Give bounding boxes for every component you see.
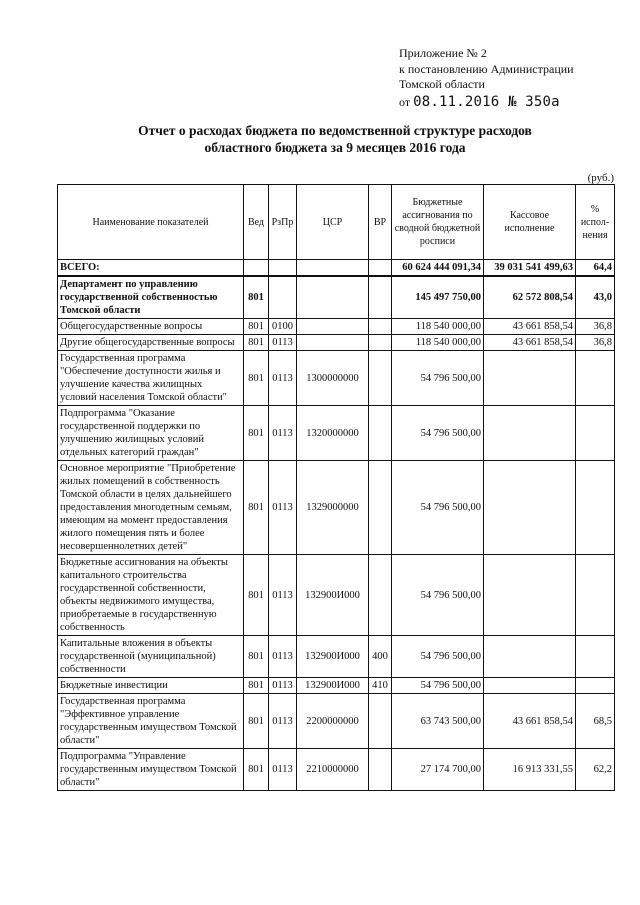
table-row [58,276,615,319]
cell-vr [369,335,392,351]
cell-ved: 801 [244,335,269,351]
cell-vr [369,276,392,319]
cell-cash: 16 913 331,55 [484,749,576,791]
cell-pct [576,555,615,636]
cell-ved: 801 [244,406,269,461]
cell-cash: 43 661 858,54 [484,694,576,749]
col-header-csr: ЦСР [297,185,369,260]
col-header-assignments: Бюджетные ассигнования по сводной бюджетной росписи [392,185,484,260]
table-row [58,555,615,636]
cell-cash [484,555,576,636]
col-header-percent: % испол-нения [576,185,615,260]
date-value: 08.11.2016 № 350а [413,93,560,110]
col-header-rzpr: РзПр [269,185,297,260]
unit-label: (руб.) [587,172,614,184]
cell-assign: 54 796 500,00 [392,555,484,636]
cell-cash: 62 572 808,54 [484,276,576,319]
cell-vr [369,749,392,791]
table-row [58,749,615,791]
cell-csr: 2210000000 [297,749,369,791]
table-row [58,636,615,678]
table-row [58,406,615,461]
table-row [58,319,615,335]
cell-csr: 132900И000 [297,555,369,636]
cell-vr [369,461,392,555]
cell-ved: 801 [244,555,269,636]
report-title [60,122,610,156]
table-body [58,260,615,791]
cell-name: Капитальные вложения в объекты государственной (муниципальной) собственности [58,636,244,678]
cell-name: Подпрограмма "Управление государственным имуществом Томской области" [58,749,244,791]
cell-rzpr: 0113 [269,636,297,678]
appendix-line-3: Томской области [399,77,485,91]
cell-ved: 801 [244,636,269,678]
cell-vr [369,694,392,749]
cell-ved: 801 [244,351,269,406]
cell-cash: 43 661 858,54 [484,319,576,335]
cell-csr: 1300000000 [297,351,369,406]
cell-vr: 410 [369,678,392,694]
cell-name: Государственная программа "Обеспечение доступности жилья и улучшение качества жилищных условий населения Томской области" [58,351,244,406]
report-title-line-1: Отчет о расходах бюджета по ведомственной структуре расходов [138,123,532,138]
cell-pct [576,406,615,461]
appendix-date-row [399,95,574,111]
cell-name: Другие общегосударственные вопросы [58,335,244,351]
cell-vr [369,319,392,335]
cell-cash [484,461,576,555]
cell-pct [576,636,615,678]
cell-name: Департамент по управлению государственной собственностью Томской области [58,276,244,319]
cell-rzpr: 0113 [269,335,297,351]
cell-vr: 400 [369,636,392,678]
cell-ved: 801 [244,678,269,694]
cell-pct [576,351,615,406]
col-header-cash-execution: Кассовое исполнение [484,185,576,260]
date-prefix: от [399,94,411,109]
cell-vr [369,351,392,406]
cell-name: Бюджетные инвестиции [58,678,244,694]
cell-assign: 145 497 750,00 [392,276,484,319]
cell-pct: 64,4 [576,260,615,277]
table-row [58,335,615,351]
table-row [58,351,615,406]
cell-pct: 68,5 [576,694,615,749]
cell-csr: 1329000000 [297,461,369,555]
cell-assign: 118 540 000,00 [392,335,484,351]
cell-pct [576,678,615,694]
cell-ved: 801 [244,276,269,319]
cell-rzpr: 0100 [269,319,297,335]
table-row [58,260,615,277]
cell-name: Основное мероприятие "Приобретение жилых помещений в собственность Томской области в целях дальнейшего предоставления многодетным семьям, имеющим на момент предоставления жилого помещения пять и более несовершеннолетних детей" [58,461,244,555]
cell-assign: 27 174 700,00 [392,749,484,791]
cell-rzpr: 0113 [269,555,297,636]
col-header-vr: ВР [369,185,392,260]
appendix-line-2: к постановлению Администрации [399,61,574,76]
cell-name: Бюджетные ассигнования на объекты капитального строительства государственной собственности, объекты недвижимого имущества, приобретаемые в государственную собственность [58,555,244,636]
cell-assign: 60 624 444 091,34 [392,260,484,277]
cell-cash [484,351,576,406]
cell-ved: 801 [244,694,269,749]
cell-rzpr: 0113 [269,678,297,694]
cell-vr [369,406,392,461]
cell-rzpr [269,276,297,319]
cell-name: Подпрограмма "Оказание государственной поддержки по улучшению жилищных условий отдельных категорий граждан" [58,406,244,461]
col-header-ved: Вед [244,185,269,260]
table-row [58,694,615,749]
cell-rzpr: 0113 [269,749,297,791]
cell-cash: 39 031 541 499,63 [484,260,576,277]
cell-cash: 43 661 858,54 [484,335,576,351]
cell-csr: 2200000000 [297,694,369,749]
cell-name: ВСЕГО: [58,260,244,277]
cell-rzpr: 0113 [269,694,297,749]
cell-ved [244,260,269,277]
cell-csr: 132900И000 [297,636,369,678]
cell-rzpr [269,260,297,277]
cell-pct: 43,0 [576,276,615,319]
cell-rzpr: 0113 [269,406,297,461]
cell-pct: 62,2 [576,749,615,791]
cell-cash [484,406,576,461]
cell-pct [576,461,615,555]
cell-csr [297,319,369,335]
table-row [58,678,615,694]
cell-csr [297,260,369,277]
cell-ved: 801 [244,319,269,335]
cell-csr [297,276,369,319]
report-title-line-2: областного бюджета за 9 месяцев 2016 года [204,140,466,155]
budget-table [57,184,615,791]
cell-assign: 118 540 000,00 [392,319,484,335]
cell-csr: 132900И000 [297,678,369,694]
cell-pct: 36,8 [576,319,615,335]
cell-assign: 54 796 500,00 [392,636,484,678]
appendix-header [399,46,574,110]
appendix-line-1: Приложение № 2 [399,46,487,60]
cell-rzpr: 0113 [269,351,297,406]
cell-csr [297,335,369,351]
cell-vr [369,555,392,636]
cell-name: Общегосударственные вопросы [58,319,244,335]
cell-ved: 801 [244,461,269,555]
cell-cash [484,678,576,694]
cell-assign: 63 743 500,00 [392,694,484,749]
cell-assign: 54 796 500,00 [392,461,484,555]
cell-csr: 1320000000 [297,406,369,461]
cell-pct: 36,8 [576,335,615,351]
cell-assign: 54 796 500,00 [392,351,484,406]
cell-rzpr: 0113 [269,461,297,555]
cell-vr [369,260,392,277]
cell-name: Государственная программа "Эффективное управление государственным имуществом Томской области" [58,694,244,749]
col-header-name: Наименование показателей [58,185,244,260]
table-row [58,461,615,555]
table-header-row [58,185,615,260]
cell-assign: 54 796 500,00 [392,406,484,461]
cell-ved: 801 [244,749,269,791]
cell-cash [484,636,576,678]
cell-assign: 54 796 500,00 [392,678,484,694]
